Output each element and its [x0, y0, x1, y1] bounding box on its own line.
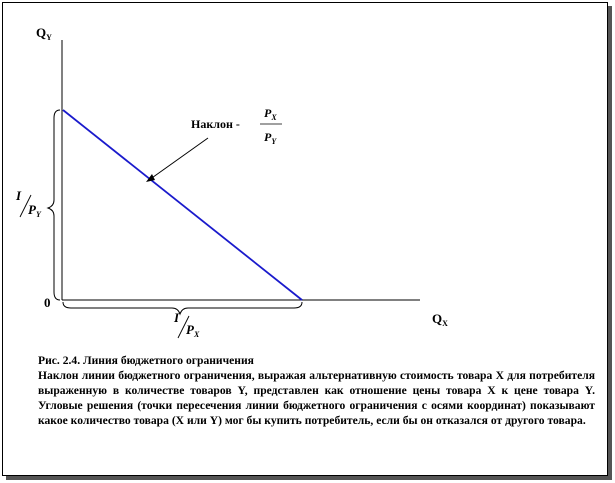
- origin-label: 0: [44, 295, 51, 310]
- slope-label: Наклон -: [191, 117, 240, 131]
- slope-denominator: $P_Y$: [264, 130, 277, 146]
- bottom-brace: [63, 302, 302, 314]
- y-intercept-denominator: $P_Y$: [28, 202, 41, 219]
- left-brace: [48, 110, 60, 300]
- x-axis-label: $Q_X$: [432, 311, 448, 328]
- x-intercept-numerator: I: [174, 310, 180, 325]
- y-axis-label: $Q_Y$: [36, 25, 52, 42]
- figure-caption: [38, 353, 595, 428]
- caption-body: Наклон линии бюджетного ограничения, выражая альтернативную стоимость товара X для потребителя выраженную в количестве товаров Y, представлен как отношение цены товара X к цене товара Y. Угловые решения (точки пересечения линии бюджетного ограничения с осями координат) показывают какое количество товара (X или Y) мог бы купить потребитель, если бы он отказался от другого товара.: [38, 369, 595, 427]
- caption-title: Рис. 2.4. Линия бюджетного ограничения: [38, 354, 254, 367]
- x-intercept-denominator: $P_X$: [186, 322, 200, 339]
- slope-arrow: [149, 138, 208, 180]
- slope-numerator: $P_X$: [264, 106, 277, 122]
- y-intercept-numerator: I: [16, 188, 22, 203]
